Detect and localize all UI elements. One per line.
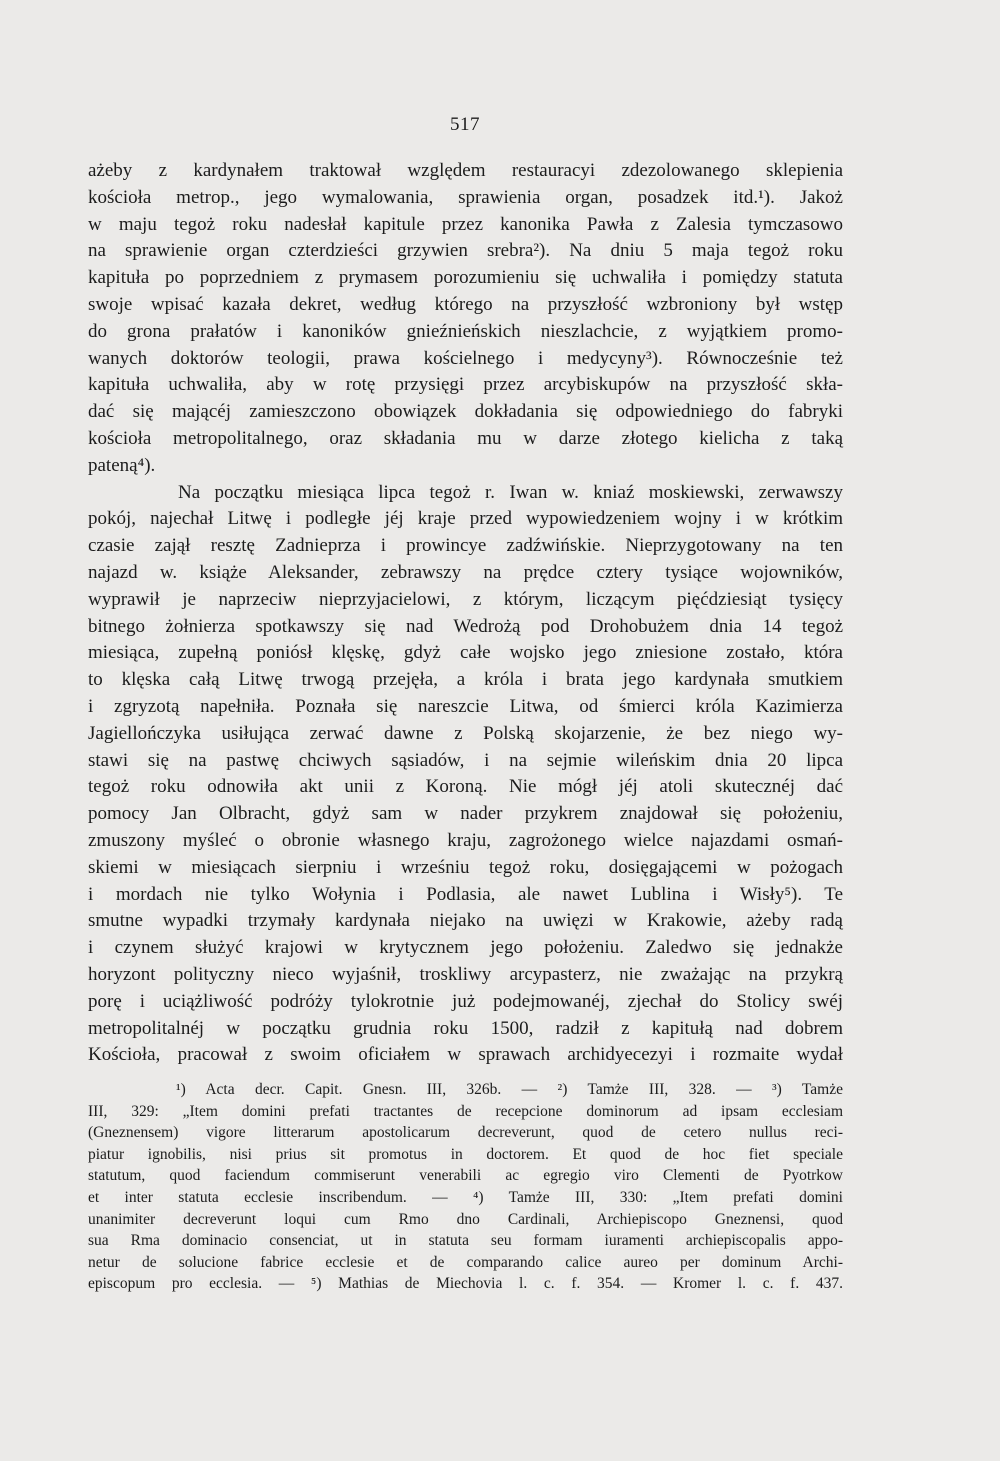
text-line: porę i uciążliwość podróży tylokrotnie już podejmowanéj, zjechał do Stolicy swéj xyxy=(88,990,843,1012)
text-line: na sprawienie organ czterdzieści grzywien srebra²). Na dniu 5 maja tegoż roku xyxy=(88,240,843,262)
text-line: do grona prałatów i kanoników gnieźnieńskich nieszlachcie, z wyjątkiem promo- xyxy=(88,320,843,342)
text-line: horyzont polityczny nieco wyjaśnił, troskliwy arcypasterz, nie zważając na przykrą xyxy=(88,963,843,985)
footnote-line: unanimiter decreverunt loqui cum Rmo dno Cardinali, Archiepiscopo Gneznensi, quod xyxy=(88,1210,843,1228)
text-line: kościoła metrop., jego wymalowania, sprawienia organ, posadzek itd.¹). Jakoż xyxy=(88,186,843,208)
text-line: dać się mającéj zamieszczono obowiązek dokładania się odpowiedniego do fabryki xyxy=(88,401,843,423)
main-text xyxy=(88,158,843,1069)
footnote-line: (Gneznensem) vigore litterarum apostolicarum decreverunt, quod de cetero nullus reci- xyxy=(88,1124,843,1142)
text-line: kapituła uchwaliła, aby w rotę przysięgi przez arcybiskupów na przyszłość skła- xyxy=(88,374,843,396)
text-line: tegoż roku odnowiła akt unii z Koroną. Nie mógł jéj atoli skutecznéj dać xyxy=(88,776,843,798)
text-line: skiemi w miesiącach sierpniu i wrześniu tegoż roku, dosięgającemi w pożogach xyxy=(88,856,843,878)
text-line: metropolitalnéj w początku grudnia roku 1500, radził z kapitułą nad dobrem xyxy=(88,1017,843,1039)
text-line: smutne wypadki trzymały kardynała niejako na uwięzi w Krakowie, ażeby radą xyxy=(88,910,843,932)
footnote-line: ¹) Acta decr. Capit. Gnesn. III, 326b. — ²) Tamże III, 328. — ³) Tamże xyxy=(176,1081,843,1098)
footnote-line: netur de solucione fabrice ecclesie et de comparando calice aureo per dominum Archi- xyxy=(88,1253,843,1271)
text-line: to klęska całą Litwę trwogą przejęła, a króla i brata jego kardynała smutkiem xyxy=(88,669,843,691)
text-line: kapituła po poprzedniem z prymasem porozumieniu się uchwaliła i pomiędzy statuta xyxy=(88,267,843,289)
text-line: pateną⁴). xyxy=(88,454,156,476)
text-line: pomocy Jan Olbracht, gdyż sam w nader przykrem znajdował się położeniu, xyxy=(88,803,843,825)
text-line: kościoła metropolitalnego, oraz składania mu w darze złotego kielicha z taką xyxy=(88,427,843,449)
text-line: wanych doktorów teologii, prawa kościelnego i medycyny³). Równocześnie też xyxy=(88,347,843,369)
text-line: pokój, najechał Litwę i podległe jéj kraje przed wypowiedzeniem wojny i w krótkim xyxy=(88,508,843,530)
text-line: Jagiellończyka usiłująca zerwać dawne z Polską skojarzenie, że bez niego wy- xyxy=(88,722,843,744)
text-line: w maju tegoż roku nadesłał kapitule przez kanonika Pawła z Zalesia tymczasowo xyxy=(88,213,843,235)
footnote-line: et inter statuta ecclesie inscribendum. — ⁴) Tamże III, 330: „Item prefati domini xyxy=(88,1188,843,1206)
text-line: swoje wpisać kazała dekret, według którego na przyszłość wzbroniony był wstęp xyxy=(88,293,843,315)
page-number: 517 xyxy=(450,114,480,135)
text-line: bitnego żołnierza spotkawszy się nad Wedrożą pod Drohobużem dnia 14 tegoż xyxy=(88,615,843,637)
footnote-line: III, 329: „Item domini prefati tractantes de recepcione dominorum ad ipsam ecclesiam xyxy=(88,1102,843,1120)
footnote-line: statutum, quod faciendum commiserunt venerabili ac egregio viro Clementi de Pyotrkow xyxy=(88,1167,843,1185)
text-line: i zgryzotą napełniła. Poznała się nareszcie Litwa, od śmierci króla Kazimierza xyxy=(88,695,843,717)
footnotes xyxy=(88,1079,843,1295)
text-line: stawi się na pastwę chciwych sąsiadów, i na sejmie wileńskim dnia 20 lipca xyxy=(88,749,843,771)
text-line: czasie zajął resztę Zadnieprza i prowincye zadźwińskie. Nieprzygotowany na ten xyxy=(88,535,843,557)
footnote-line: sua Rma dominacio consenciat, ut in statuta seu formam iuramenti archiepiscopalis appo- xyxy=(88,1232,843,1250)
text-line: Kościoła, pracował z swoim oficiałem w sprawach archidyecezyi i rozmaite wydał xyxy=(88,1044,843,1066)
footnote-line: episcopum pro ecclesia. — ⁵) Mathias de Miechovia l. c. f. 354. — Kromer l. c. f. 437. xyxy=(88,1275,843,1293)
text-line: wyprawił je naprzeciw nieprzyjacielowi, z którym, liczącym pięćdziesiąt tysięcy xyxy=(88,588,843,610)
text-line: i mordach nie tylko Wołynia i Podlasia, ale nawet Lublina i Wisły⁵). Te xyxy=(88,883,843,905)
text-line: Na początku miesiąca lipca tegoż r. Iwan w. kniaź moskiewski, zerwawszy xyxy=(178,481,843,503)
text-line: zmuszony myśleć o obronie własnego kraju, zagrożonego wielce najazdami osmań- xyxy=(88,829,843,851)
text-line: miesiąca, zupełną poniósł klęskę, gdyż całe wojsko jego zniesione zostało, która xyxy=(88,642,843,664)
text-line: i czynem służyć krajowi w krytycznem jego położeniu. Zaledwo się jednakże xyxy=(88,937,843,959)
footnote-line: piatur ignobilis, nisi prius sit promotus in doctorem. Et quod de hoc fiet speciale xyxy=(88,1145,843,1163)
text-line: ażeby z kardynałem traktował względem restauracyi zdezolowanego sklepienia xyxy=(88,160,843,181)
text-line: najazd w. książe Aleksander, zebrawszy na prędce cztery tysiące wojowników, xyxy=(88,561,843,583)
